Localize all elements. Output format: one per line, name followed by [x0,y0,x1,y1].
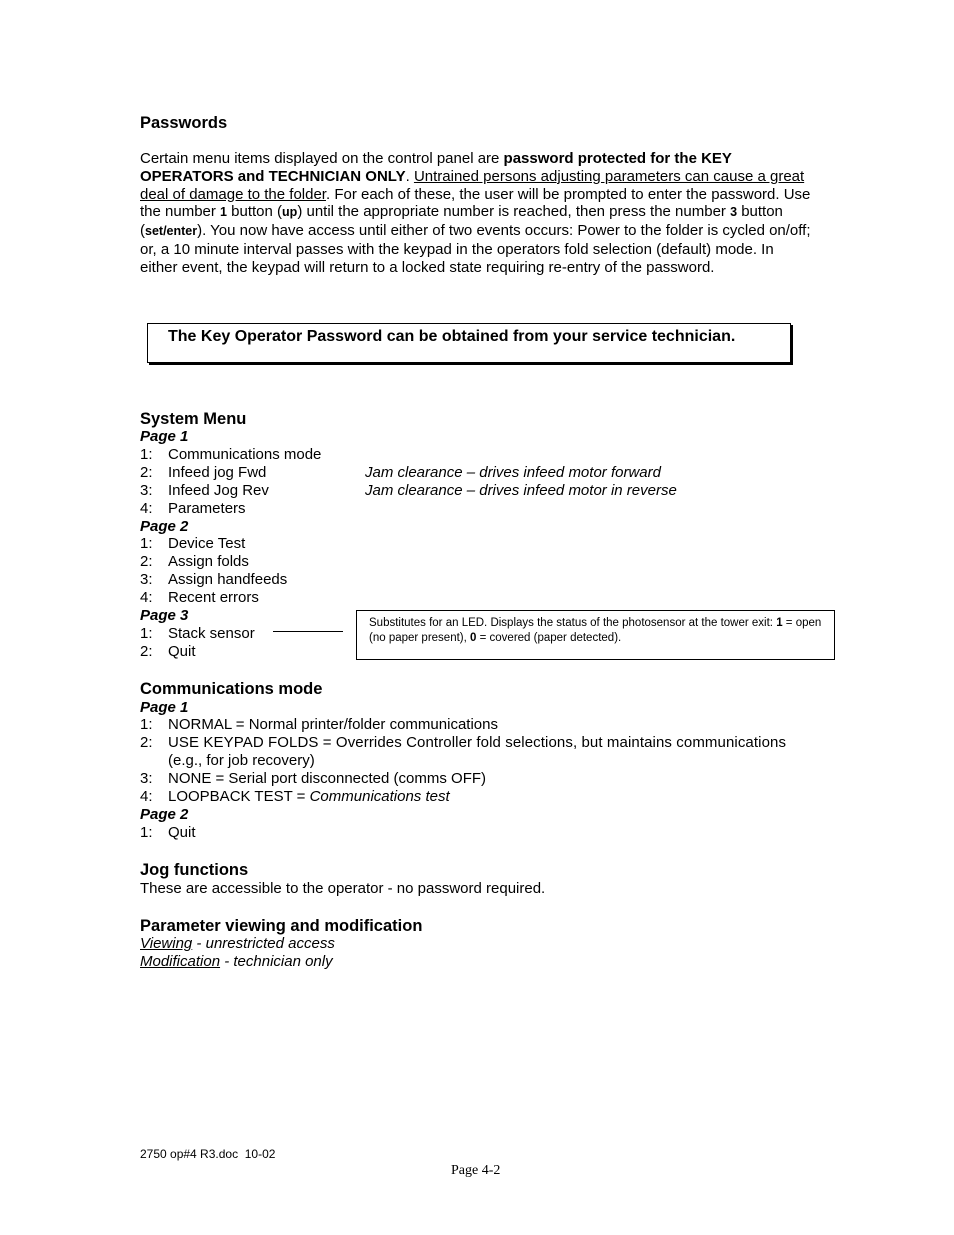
item-number: 2: [140,464,153,481]
jog-text: These are accessible to the operator - no password required. [140,880,546,897]
item-italic: Communications test [309,788,450,805]
item-label: NORMAL = Normal printer/folder communications [168,716,498,733]
page-label: Page 1 [140,428,189,445]
para-text: . For each of these, the user will be prompted to enter the password. Use the number [140,185,811,221]
list-item [140,824,196,842]
page-label: Page 2 [140,518,189,535]
note-text: = open (no paper present), [369,617,822,644]
list-item [140,589,259,607]
jog-heading: Jog functions [140,861,249,879]
para-text: button ( [227,203,283,221]
modification-label: Modification [140,953,221,970]
item-label: Assign handfeeds [168,571,288,588]
item-continuation: (e.g., for job recovery) [168,752,315,769]
list-item [140,571,287,589]
viewing-label: Viewing [140,935,193,952]
password-callout-box [147,323,791,363]
system-menu-heading: System Menu [140,410,247,428]
item-note: Jam clearance – drives infeed motor forward [365,464,661,481]
page-number: Page 4-2 [451,1163,501,1178]
item-label: Communications mode [168,446,322,463]
item-label: Quit [168,643,196,660]
param-viewing [140,935,335,953]
item-number: 1: [140,824,153,841]
item-label: USE KEYPAD FOLDS = Overrides Controller fold selections, but maintains communications [168,734,787,751]
item-number: 3: [140,571,153,588]
para-bold: set/enter [145,224,198,239]
list-item [140,553,249,571]
item-number: 2: [140,553,153,570]
item-label: Infeed Jog Rev [168,482,269,499]
para-text: . [405,167,414,185]
passwords-paragraph [140,150,815,277]
passwords-heading: Passwords [140,114,228,132]
note-bold: 0 [470,631,477,644]
para-bold: password protected for the KEY OPERATORS and TECHNICIAN ONLY [140,150,732,185]
list-item [140,770,486,788]
list-item [140,788,450,806]
item-number: 1: [140,535,153,552]
item-label: Infeed jog Fwd [168,464,267,481]
param-modification [140,953,333,971]
page-label: Page 3 [140,607,189,624]
footer-doc-name: 2750 op#4 R3.doc 10-02 [140,1147,276,1161]
item-label: Recent errors [168,589,259,606]
list-item [140,716,498,734]
para-text: ). You now have access until either of two events occurs: Power to the folder is cycled on/off; or, a 10 minute interval passes with the keypad in the operators fold selection (default) mode. In either event, the keypad will return to a locked state requiring re-entry of the password. [140,222,811,276]
item-number: 3: [140,770,153,787]
param-heading: Parameter viewing and modification [140,917,423,935]
item-number: 3: [140,482,153,499]
list-item [140,734,786,752]
list-item [140,625,255,643]
item-label: Assign folds [168,553,249,570]
connector-line [273,631,343,632]
callout-shadow [791,325,793,365]
note-text: = covered (paper detected). [476,631,622,644]
viewing-text: - unrestricted access [192,935,335,952]
list-item [140,500,246,518]
item-number: 1: [140,625,153,642]
comms-mode-heading: Communications mode [140,680,323,698]
item-number: 2: [140,643,153,660]
page-label: Page 2 [140,806,189,823]
item-label: Parameters [168,500,246,517]
item-number: 2: [140,734,153,751]
item-number: 4: [140,788,153,805]
list-item [140,643,196,661]
item-number: 1: [140,716,153,733]
para-text: Certain menu items displayed on the control panel are [140,150,504,167]
note-text: Substitutes for an LED. Displays the status of the photosensor at the tower exit: [369,617,777,629]
stack-sensor-note-box [356,610,835,660]
note-bold: 1 [776,617,783,629]
para-underline: Untrained persons adjusting parameters can cause a great deal of damage to the folder [140,167,805,203]
para-text: ) until the appropriate number is reached, then press the number [297,203,731,221]
item-label: LOOPBACK TEST = [168,788,310,805]
page-label: Page 1 [140,699,189,716]
item-number: 4: [140,500,153,517]
callout-shadow [149,363,793,365]
item-label: NONE = Serial port disconnected (comms OFF) [168,770,487,787]
para-bold: up [282,205,298,220]
list-item [140,482,269,500]
item-label: Stack sensor [168,625,255,642]
item-number: 1: [140,446,153,463]
modification-text: - technician only [220,953,333,970]
list-item [140,446,321,464]
para-bold: 3 [730,205,738,220]
item-number: 4: [140,589,153,606]
para-text: button ( [140,203,783,240]
item-label: Quit [168,824,196,841]
callout-text: The Key Operator Password can be obtained from your service technician. [168,328,736,345]
list-item [140,535,245,553]
para-bold: 1 [220,205,227,220]
item-note: Jam clearance – drives infeed motor in reverse [365,482,677,499]
item-label: Device Test [168,535,246,552]
list-item [140,464,266,482]
